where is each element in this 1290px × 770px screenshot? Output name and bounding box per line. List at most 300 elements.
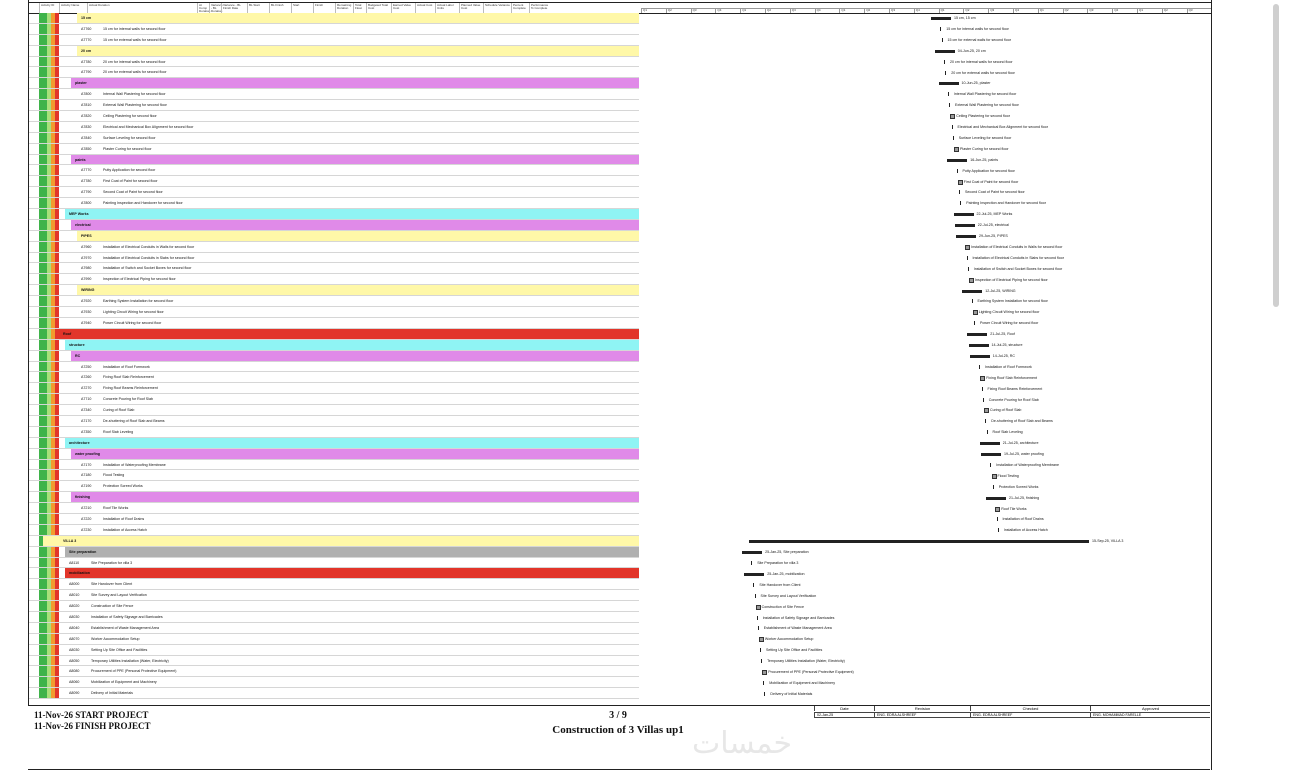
wbs-level-stripe [55, 100, 59, 110]
column-header-13[interactable]: Earned Value Cost [391, 3, 415, 13]
activity-id: A8070 [69, 636, 80, 641]
activity-id: A7210 [81, 506, 92, 511]
gantt-label: Second Coat of Paint for second floor [965, 190, 1025, 195]
gantt-label: 21-Jul-25, Roof [990, 332, 1015, 337]
activity-name: Mobilization of Equipment and Machinery [91, 680, 157, 685]
gantt-row [669, 264, 1239, 275]
table-row[interactable] [29, 318, 639, 329]
table-row[interactable] [29, 503, 639, 514]
table-row[interactable] [29, 231, 639, 242]
activity-id: A7820 [81, 114, 92, 119]
activity-bar[interactable] [761, 659, 762, 663]
activity-bar[interactable] [944, 60, 945, 64]
table-row[interactable] [29, 405, 639, 416]
table-row[interactable] [29, 24, 639, 35]
table-row[interactable] [29, 67, 639, 78]
table-row[interactable] [29, 220, 639, 231]
gantt-row [669, 613, 1239, 624]
vertical-scrollbar[interactable] [1273, 4, 1279, 307]
activity-name: Procurement of PPE (Personal Protective Equipment) [91, 669, 177, 674]
table-row[interactable] [29, 253, 639, 264]
summary-bar[interactable] [749, 540, 1089, 543]
table-row[interactable] [29, 481, 639, 492]
summary-bar[interactable] [939, 82, 959, 85]
gantt-row [669, 667, 1239, 678]
table-row[interactable] [29, 122, 639, 133]
activity-name: Inspection of Electrical Piping for second floor [103, 277, 176, 282]
activity-id: A7780 [81, 59, 92, 64]
activity-bar[interactable] [980, 376, 985, 381]
activity-id: A8060 [69, 680, 80, 685]
wbs-level-stripe [55, 514, 59, 524]
summary-bar[interactable] [956, 235, 976, 238]
wbs-level-stripe [55, 144, 59, 154]
wbs-level-stripe [55, 416, 59, 426]
wbs-level-stripe [55, 656, 59, 666]
gantt-row [669, 307, 1239, 318]
activity-name: External Wall Plastering for second floor [103, 103, 167, 108]
activity-name: MEP Works [69, 212, 89, 217]
wbs-level-stripe [55, 460, 59, 470]
table-row[interactable] [29, 351, 639, 362]
summary-bar[interactable] [981, 453, 1001, 456]
gantt-label: 15 cm, 15 cm [954, 16, 976, 20]
activity-id: A7220 [81, 516, 92, 521]
table-row[interactable] [29, 307, 639, 318]
column-header-7[interactable]: BL Finish [269, 3, 291, 13]
activity-bar[interactable] [756, 605, 761, 610]
activity-bar[interactable] [997, 517, 998, 521]
table-row[interactable] [29, 394, 639, 405]
activity-bar[interactable] [949, 103, 950, 107]
activity-bar[interactable] [763, 681, 764, 685]
column-header-0[interactable]: Activity ID [39, 3, 59, 13]
timeline-quarter: Q3 [1187, 8, 1212, 13]
table-row[interactable] [29, 470, 639, 481]
gantt-row [669, 231, 1239, 242]
activity-bar[interactable] [969, 278, 974, 283]
summary-bar[interactable] [954, 213, 974, 216]
wbs-level-stripe [55, 612, 59, 622]
timeline-quarter: Q2 [963, 8, 988, 13]
summary-bar[interactable] [935, 50, 955, 53]
gantt-row [669, 384, 1239, 395]
column-header-2[interactable]: Actual Duration [87, 3, 197, 13]
gantt-label: 25-Jan-25, Site preparation [765, 550, 809, 555]
activity-bar[interactable] [959, 190, 960, 194]
activity-name: Establishment of Waste Management Area [91, 625, 159, 630]
gantt-row [669, 395, 1239, 406]
activity-bar[interactable] [998, 528, 999, 532]
table-row[interactable] [29, 634, 639, 645]
table-row[interactable] [29, 536, 639, 547]
table-row[interactable] [29, 111, 639, 122]
table-row[interactable] [29, 427, 639, 438]
table-row[interactable] [29, 547, 639, 558]
wbs-level-stripe [55, 438, 59, 448]
gantt-label: Inspection of Electrical Piping for second floor [975, 277, 1048, 282]
table-row[interactable] [29, 176, 639, 187]
activity-bar[interactable] [965, 245, 970, 250]
wbs-level-stripe [55, 285, 59, 295]
column-header-16[interactable]: Planned Value Cost [459, 3, 483, 13]
table-row[interactable] [29, 601, 639, 612]
table-row[interactable] [29, 144, 639, 155]
activity-name: Lighting Circuit Wiring for second floor [103, 310, 164, 315]
wbs-level-stripe [55, 503, 59, 513]
gantt-row [669, 286, 1239, 297]
wbs-level-stripe [55, 558, 59, 568]
activity-id: A7930 [81, 310, 92, 315]
timeline-quarter: Q2 [864, 8, 889, 13]
table-row[interactable] [29, 274, 639, 285]
activity-bar[interactable] [982, 387, 983, 391]
timeline-quarter: Q4 [715, 8, 740, 13]
timeline-quarter: Q4 [1013, 8, 1038, 13]
gantt-row [669, 525, 1239, 536]
wbs-level-stripe [55, 645, 59, 655]
table-row[interactable] [29, 13, 639, 24]
activity-bar[interactable] [958, 180, 963, 185]
column-header-3[interactable]: At Comp Duration [199, 3, 211, 13]
timeline-quarter: Q1 [740, 8, 765, 13]
column-header-19[interactable]: Performance % Complete [529, 3, 551, 13]
activity-bar[interactable] [957, 169, 958, 173]
activity-name: Installation of Electrical Conduits in Slabs for second floor [103, 255, 195, 260]
wbs-level-stripe [55, 601, 59, 611]
activity-name: Temporary Utilities Installation (Water, Electricity) [91, 658, 169, 663]
activity-bar[interactable] [950, 114, 955, 119]
start-project-label: 11-Nov-26 START PROJECT [34, 710, 149, 720]
summary-bar[interactable] [947, 159, 967, 162]
activity-bar[interactable] [755, 594, 756, 598]
activity-id: A7350 [81, 429, 92, 434]
activity-id: A7180 [81, 473, 92, 478]
activity-bar[interactable] [973, 310, 978, 315]
table-row[interactable] [29, 449, 639, 460]
activity-bar[interactable] [968, 267, 969, 271]
activity-id: A8080 [69, 669, 80, 674]
activity-bar[interactable] [945, 71, 946, 75]
table-row[interactable] [29, 362, 639, 373]
activity-bar[interactable] [979, 365, 980, 369]
table-row[interactable] [29, 57, 639, 68]
column-header-4[interactable]: Variance - BL Duration [211, 3, 223, 13]
activity-id: A8030 [69, 614, 80, 619]
table-row[interactable] [29, 656, 639, 667]
table-row[interactable] [29, 263, 639, 274]
table-row[interactable] [29, 558, 639, 569]
activity-id: A8110 [69, 560, 80, 565]
activity-bar[interactable] [985, 419, 986, 423]
table-row[interactable] [29, 666, 639, 677]
timeline-quarter: Q3 [1087, 8, 1112, 13]
table-row[interactable] [29, 688, 639, 699]
gantt-label: Roof Slab Leveling [992, 430, 1023, 435]
gantt-label: 10-Jun-25, plaster [961, 81, 991, 86]
activity-id: A7840 [81, 135, 92, 140]
table-row[interactable] [29, 35, 639, 46]
gantt-label: 20 cm for external walls for second floor [951, 70, 1015, 75]
activity-id: A7780 [81, 179, 92, 184]
table-row[interactable] [29, 209, 639, 220]
gantt-row [669, 602, 1239, 613]
gantt-label: Site Handover from Client [759, 582, 801, 587]
activity-bar[interactable] [954, 147, 959, 152]
wbs-level-stripe [55, 253, 59, 263]
summary-bar[interactable] [969, 344, 989, 347]
activity-bar[interactable] [953, 136, 954, 140]
table-row[interactable] [29, 372, 639, 383]
summary-bar[interactable] [742, 551, 762, 554]
timeline-quarter: Q3 [889, 8, 914, 13]
activity-name: mobilization [69, 571, 90, 576]
gantt-row [669, 329, 1239, 340]
wbs-level-stripe [55, 198, 59, 208]
table-row[interactable] [29, 329, 639, 340]
gantt-row [669, 177, 1239, 188]
gantt-row [669, 558, 1239, 569]
activity-bar[interactable] [952, 125, 953, 129]
table-row[interactable] [29, 133, 639, 144]
wbs-level-stripe [55, 492, 59, 502]
activity-name: WIRING [81, 288, 95, 293]
activity-id: A8090 [69, 691, 80, 696]
summary-bar[interactable] [986, 497, 1006, 500]
table-row[interactable] [29, 383, 639, 394]
wbs-level-stripe [55, 187, 59, 197]
activity-bar[interactable] [984, 408, 989, 413]
column-header-10[interactable]: Remaining Duration [335, 3, 353, 13]
page-number: 3 / 9 [609, 710, 627, 721]
table-row[interactable] [29, 242, 639, 253]
activity-name: finishing [75, 495, 90, 500]
activity-id: A8020 [69, 604, 80, 609]
table-row[interactable] [29, 514, 639, 525]
activity-name: structure [69, 342, 85, 347]
column-header-17[interactable]: Schedule Variance [483, 3, 511, 13]
schedule-page [28, 0, 1212, 770]
gantt-label: Fixing Roof Beams Reinforcement [987, 386, 1043, 391]
gantt-row [669, 514, 1239, 525]
gantt-row [669, 645, 1239, 656]
summary-bar[interactable] [962, 290, 982, 293]
activity-name: Roof [63, 331, 72, 336]
finish-project-label: 11-Nov-26 FINISH PROJECT [34, 721, 151, 731]
activity-bar[interactable] [972, 299, 973, 303]
activity-name: Site Survey and Layout Verification [91, 593, 147, 598]
wbs-level-stripe [55, 427, 59, 437]
table-row[interactable] [29, 89, 639, 100]
activity-name: PIPES [81, 233, 92, 238]
timeline-quarter: Q4 [815, 8, 840, 13]
gantt-label: Ceiling Plastering for second floor [956, 114, 1010, 119]
table-row[interactable] [29, 340, 639, 351]
gantt-row [669, 460, 1239, 471]
table-row[interactable] [29, 187, 639, 198]
gantt-label: Plaster Curing for second floor [960, 146, 1009, 151]
summary-bar[interactable] [970, 355, 990, 358]
activity-name: electrical [75, 222, 91, 227]
activity-id: A8010 [69, 593, 80, 598]
gantt-row [669, 427, 1239, 438]
gantt-label: Flood Testing [997, 473, 1019, 478]
column-header-6[interactable]: BL Start [247, 3, 269, 13]
gantt-label: Delivery of Initial Materials [770, 691, 813, 696]
wbs-level-stripe [55, 547, 59, 557]
wbs-level-stripe [55, 525, 59, 535]
table-row[interactable] [29, 492, 639, 503]
timeline-quarter: Q2 [765, 8, 790, 13]
activity-name: Putty Application for second floor [103, 168, 156, 173]
table-row[interactable] [29, 612, 639, 623]
summary-bar[interactable] [980, 442, 1000, 445]
column-header-5[interactable]: Variance - BL Finish Date [221, 3, 247, 13]
activity-bar[interactable] [757, 616, 758, 620]
column-header-18[interactable]: Percent Complete [511, 3, 529, 13]
wbs-level-stripe [55, 623, 59, 633]
activity-bar[interactable] [753, 583, 754, 587]
table-row[interactable] [29, 165, 639, 176]
column-header-15[interactable]: Actual Labor Units [435, 3, 459, 13]
gantt-label: 15-Sep-25, VILLA 3 [1092, 539, 1124, 544]
activity-id: A8050 [69, 658, 80, 663]
wbs-level-stripe [55, 263, 59, 273]
summary-bar[interactable] [955, 224, 975, 227]
wbs-level-stripe [55, 362, 59, 372]
activity-bar[interactable] [990, 463, 991, 467]
timeline-quarter: Q2 [1063, 8, 1088, 13]
table-row[interactable] [29, 579, 639, 590]
activity-bar[interactable] [992, 474, 997, 479]
table-row[interactable] [29, 645, 639, 656]
activity-bar[interactable] [764, 692, 765, 696]
gantt-label: Curing of Roof Slab [990, 408, 1022, 413]
wbs-level-stripe [55, 568, 59, 578]
table-row[interactable] [29, 438, 639, 449]
activity-bar[interactable] [995, 507, 1000, 512]
wbs-level-stripe [55, 24, 59, 34]
activity-id: A7230 [81, 527, 92, 532]
activity-id: A8040 [69, 625, 80, 630]
gantt-label: 29-Jun-25, PIPES [979, 234, 1008, 238]
table-row[interactable] [29, 460, 639, 471]
activity-bar[interactable] [940, 27, 941, 31]
table-row[interactable] [29, 285, 639, 296]
gantt-row [669, 198, 1239, 209]
column-header-14[interactable]: Actual Cost [415, 3, 435, 13]
gantt-row [669, 296, 1239, 307]
activity-bar[interactable] [751, 561, 752, 565]
activity-name: Surface Leveling for second floor [103, 135, 156, 140]
table-row[interactable] [29, 525, 639, 536]
table-row[interactable] [29, 100, 639, 111]
summary-bar[interactable] [967, 333, 987, 336]
activity-name: Construction of Site Fence [91, 604, 134, 609]
wbs-level-stripe [55, 133, 59, 143]
gantt-row [669, 122, 1239, 133]
table-row[interactable] [29, 198, 639, 209]
gantt-label: Roof Tile Works [1001, 506, 1027, 511]
activity-bar[interactable] [758, 626, 759, 630]
table-row[interactable] [29, 568, 639, 579]
activity-bar[interactable] [960, 201, 961, 205]
activity-id: A7940 [81, 320, 92, 325]
column-header-1[interactable]: Activity Name [59, 3, 87, 13]
timeline-quarter: Q3 [691, 8, 716, 13]
gantt-label: Procurement of PPE (Personal Protective Equipment) [768, 670, 854, 674]
activity-bar[interactable] [974, 321, 975, 325]
wbs-level-stripe [55, 111, 59, 121]
table-row[interactable] [29, 78, 639, 89]
gantt-label: Setting Up Site Office and Facilities [766, 648, 823, 653]
activity-name: Curing of Roof Slab [103, 408, 135, 413]
activity-bar[interactable] [948, 92, 949, 96]
approved-value: ENG. MOHAMMAD FARELLE [1090, 712, 1210, 718]
gantt-row [669, 405, 1239, 416]
activity-bar[interactable] [993, 485, 994, 489]
activity-bar[interactable] [987, 430, 988, 434]
checked-header: Checked [970, 706, 1090, 711]
activity-name: Installation of Roof Drains [103, 516, 145, 521]
column-header-11[interactable]: Total Float [353, 3, 366, 13]
activity-name: Installation of Safety Signage and Barricades [91, 614, 163, 619]
activity-name: 20 cm [81, 48, 92, 53]
wbs-level-stripe [55, 176, 59, 186]
activity-name: Power Circuit Wiring for second floor [103, 320, 162, 325]
summary-bar[interactable] [931, 17, 951, 20]
activity-id: A7270 [81, 386, 92, 391]
activity-id: A7790 [81, 190, 92, 195]
gantt-label: De-shuttering of Roof Slab and Beams [991, 419, 1053, 424]
column-header-12[interactable]: Budgeted Total Cost [366, 3, 391, 13]
activity-name: architecture [69, 440, 90, 445]
gantt-row [669, 187, 1239, 198]
activity-name: Painting Inspection and Handover for second floor [103, 201, 183, 206]
gantt-label: Installation of Safety Signage and Barricades [762, 615, 835, 620]
gantt-label: 25-Jan-25, mobilization [767, 571, 805, 576]
column-header-8[interactable]: Start [291, 3, 313, 13]
column-header-9[interactable]: Finish [313, 3, 335, 13]
gantt-row [669, 504, 1239, 515]
table-row[interactable] [29, 416, 639, 427]
table-row[interactable] [29, 46, 639, 57]
gantt-row [669, 166, 1239, 177]
table-row[interactable] [29, 677, 639, 688]
activity-bar[interactable] [759, 637, 764, 642]
summary-bar[interactable] [744, 573, 764, 576]
activity-bar[interactable] [762, 670, 767, 675]
gantt-label: First Coat of Paint for second floor [963, 179, 1019, 184]
timeline-quarter: Q1 [939, 8, 964, 13]
gantt-row [669, 242, 1239, 253]
table-row[interactable] [29, 155, 639, 166]
activity-bar[interactable] [967, 256, 968, 260]
activity-bar[interactable] [983, 398, 984, 402]
checked-value: ENG. EDRA ALSHREEF [970, 712, 1090, 718]
activity-bar[interactable] [760, 648, 761, 652]
activity-name: Installation of Switch and Socket Boxes for second floor [103, 266, 192, 271]
gantt-row [669, 275, 1239, 286]
gantt-label: External Wall Plastering for second floor [955, 103, 1019, 108]
wbs-level-stripe [55, 220, 59, 230]
table-row[interactable] [29, 623, 639, 634]
activity-bar[interactable] [942, 38, 943, 42]
activity-id: A7770 [81, 37, 92, 42]
table-row[interactable] [29, 296, 639, 307]
table-row[interactable] [29, 590, 639, 601]
activity-id: A7760 [81, 26, 92, 31]
